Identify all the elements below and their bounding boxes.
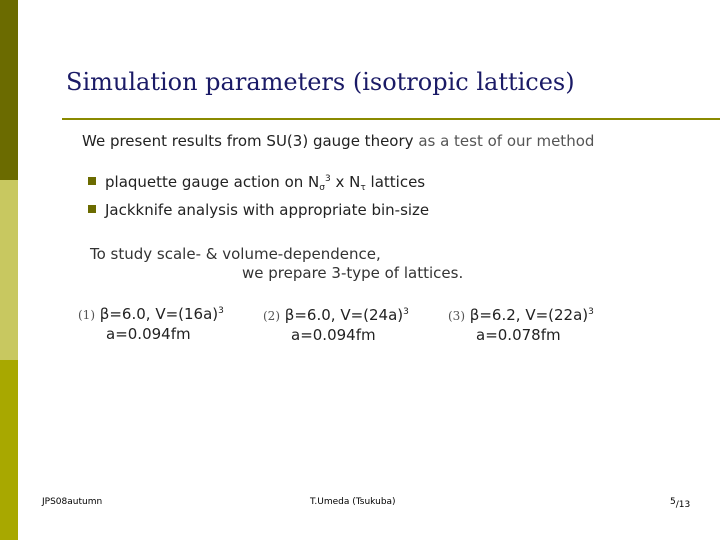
footer-author: T.Umeda (Tsukuba) xyxy=(310,497,396,507)
intro-highlight: as a test of our method xyxy=(418,132,595,150)
bullet-text: lattices xyxy=(365,173,426,191)
param-exponent: 3 xyxy=(588,307,594,317)
bullet-subscript: τ xyxy=(360,183,366,193)
param-line2: a=0.094fm xyxy=(291,326,376,344)
bullet-text: plaquette gauge action on N xyxy=(105,173,320,191)
param-number: (1) xyxy=(78,308,95,322)
param-line1: β=6.0, V=(24a) xyxy=(284,306,404,324)
page-current: 5 xyxy=(670,497,676,507)
param-exponent: 3 xyxy=(403,307,409,317)
param-number: (2) xyxy=(263,309,280,323)
footer-event: JPS08autumn xyxy=(42,497,103,507)
study-line-1: To study scale- & volume-dependence, xyxy=(90,245,381,263)
param-line2: a=0.094fm xyxy=(106,325,191,343)
bullet-item xyxy=(88,173,425,193)
sidebar-stripe-top xyxy=(0,0,18,180)
param-number: (3) xyxy=(448,309,465,323)
page-total: /13 xyxy=(675,500,691,510)
param-exponent: 3 xyxy=(218,306,224,316)
study-line-2: we prepare 3-type of lattices. xyxy=(242,264,464,282)
intro-text xyxy=(82,132,594,150)
bullet-square-icon xyxy=(88,205,96,213)
bullet-square-icon xyxy=(88,177,96,185)
footer-page-number xyxy=(670,497,690,510)
title-divider xyxy=(62,118,720,120)
bullet-superscript: 3 xyxy=(324,174,331,184)
param-line1: β=6.0, V=(16a) xyxy=(99,305,219,323)
param-line1: β=6.2, V=(22a) xyxy=(469,306,589,324)
sidebar-stripe-middle xyxy=(0,180,18,360)
lattice-param-1 xyxy=(78,302,224,344)
lattice-param-3 xyxy=(448,303,594,345)
param-line2: a=0.078fm xyxy=(476,326,561,344)
bullet-item xyxy=(88,201,429,219)
sidebar-stripe-bottom xyxy=(0,360,18,540)
lattice-param-2 xyxy=(263,303,409,345)
bullet-text: Jackknife analysis with appropriate bin-size xyxy=(105,201,430,219)
intro-plain: We present results from SU(3) gauge theory xyxy=(82,132,414,150)
bullet-text: x N xyxy=(330,173,361,191)
slide-title: Simulation parameters (isotropic lattices) xyxy=(66,68,575,96)
bullet-subscript: σ xyxy=(319,183,325,193)
